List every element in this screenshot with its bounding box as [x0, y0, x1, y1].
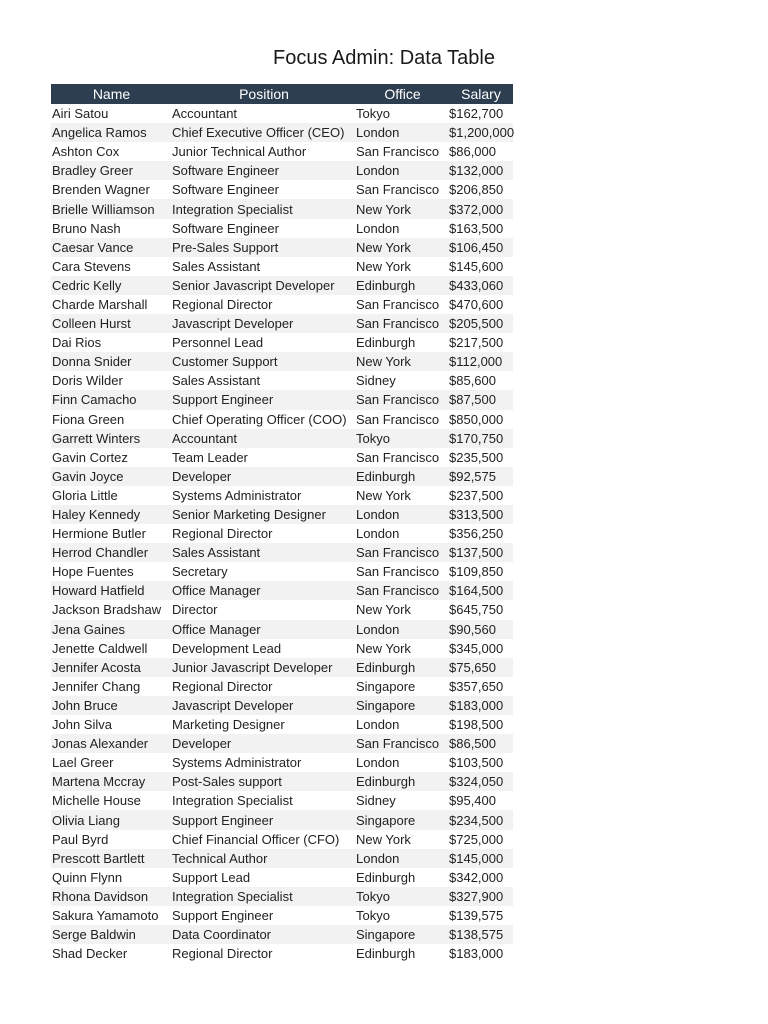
table-row — [51, 524, 513, 543]
table-row — [51, 410, 513, 429]
cell-office: Sidney — [356, 373, 396, 389]
cell-office: San Francisco — [356, 581, 449, 600]
table-row — [51, 199, 513, 218]
cell-office: Edinburgh — [356, 467, 449, 486]
table-row — [51, 620, 513, 639]
table-row — [51, 219, 513, 238]
cell-salary: $87,500 — [449, 390, 513, 409]
cell-name: Angelica Ramos — [51, 123, 172, 142]
cell-name: Cara Stevens — [52, 258, 131, 274]
cell-name: Doris Wilder — [52, 373, 123, 389]
cell-position: Software Engineer — [172, 220, 279, 236]
cell-office: Edinburgh — [356, 946, 416, 962]
cell-office: Edinburgh — [356, 335, 416, 351]
cell-office: Singapore — [356, 810, 449, 829]
table-row — [51, 505, 513, 524]
table-row — [51, 810, 513, 829]
cell-name: Martena Mccray — [51, 772, 172, 791]
cell-salary: $324,050 — [449, 772, 513, 791]
cell-salary: $170,750 — [449, 429, 513, 448]
table-row — [51, 352, 513, 371]
cell-position: Junior Javascript Developer — [172, 658, 356, 677]
table-row — [51, 333, 513, 352]
cell-office: San Francisco — [356, 543, 449, 562]
cell-name: Howard Hatfield — [51, 581, 172, 600]
cell-name: Colleen Hurst — [51, 314, 172, 333]
cell-office: San Francisco — [356, 734, 449, 753]
cell-salary: $86,500 — [449, 734, 513, 753]
column-header-name[interactable]: Name — [51, 84, 172, 104]
cell-office: New York — [356, 640, 411, 656]
cell-position: Regional Director — [172, 526, 273, 542]
cell-salary: $85,600 — [449, 373, 496, 389]
cell-salary: $313,500 — [449, 505, 513, 524]
cell-name: John Silva — [52, 717, 112, 733]
cell-name: Jenette Caldwell — [52, 640, 148, 656]
cell-office: Edinburgh — [356, 772, 449, 791]
cell-name: Rhona Davidson — [51, 887, 172, 906]
cell-office: London — [356, 220, 400, 236]
table-row — [51, 944, 513, 963]
cell-position: Software Engineer — [172, 161, 356, 180]
table-row — [51, 429, 513, 448]
cell-salary: $1,200,000 — [449, 123, 513, 142]
cell-office: San Francisco — [356, 390, 449, 409]
cell-salary: $237,500 — [449, 487, 504, 503]
table-row — [51, 257, 513, 276]
cell-position: Senior Marketing Designer — [172, 505, 356, 524]
table-row — [51, 448, 513, 467]
cell-office: San Francisco — [356, 564, 440, 580]
page-title: Focus Admin: Data Table — [273, 47, 495, 69]
cell-position: Javascript Developer — [172, 696, 356, 715]
table-row — [51, 696, 513, 715]
cell-salary: $92,575 — [449, 467, 513, 486]
cell-name: Lael Greer — [52, 755, 114, 771]
cell-position: Team Leader — [172, 449, 248, 465]
cell-salary: $205,500 — [449, 314, 513, 333]
cell-salary: $357,650 — [449, 678, 504, 694]
cell-name: Sakura Yamamoto — [52, 907, 159, 923]
cell-position: Customer Support — [172, 352, 356, 371]
cell-position: Developer — [172, 467, 356, 486]
cell-salary: $162,700 — [449, 106, 504, 122]
cell-position: Chief Executive Officer (CEO) — [172, 123, 356, 142]
table-header — [51, 84, 513, 104]
cell-name: Jennifer Acosta — [51, 658, 172, 677]
cell-salary: $342,000 — [449, 869, 504, 885]
cell-name: Gloria Little — [52, 487, 118, 503]
cell-office: London — [356, 505, 449, 524]
table-row — [51, 658, 513, 677]
cell-position: Secretary — [172, 564, 228, 580]
cell-office: San Francisco — [356, 296, 440, 312]
table-row — [51, 830, 513, 849]
table-row — [51, 104, 513, 123]
cell-position: Integration Specialist — [172, 199, 356, 218]
cell-office: New York — [356, 258, 411, 274]
cell-position: Integration Specialist — [172, 887, 356, 906]
cell-office: Edinburgh — [356, 869, 416, 885]
table-row — [51, 276, 513, 295]
cell-office: San Francisco — [356, 411, 440, 427]
table-row — [51, 161, 513, 180]
table-row — [51, 791, 513, 810]
cell-salary: $372,000 — [449, 199, 513, 218]
cell-salary: $183,000 — [449, 946, 504, 962]
cell-position: Director — [172, 602, 218, 618]
table-row — [51, 600, 513, 619]
cell-name: Michelle House — [52, 793, 141, 809]
cell-name: Serge Baldwin — [51, 925, 172, 944]
cell-salary: $163,500 — [449, 220, 504, 236]
cell-name: John Bruce — [51, 696, 172, 715]
cell-position: Regional Director — [172, 946, 273, 962]
cell-office: London — [356, 620, 449, 639]
cell-position: Senior Javascript Developer — [172, 276, 356, 295]
cell-position: Accountant — [172, 106, 238, 122]
cell-name: Gavin Joyce — [51, 467, 172, 486]
cell-position: Support Engineer — [172, 390, 356, 409]
column-header-salary[interactable]: Salary — [449, 84, 513, 104]
table-row — [51, 925, 513, 944]
table-row — [51, 295, 513, 314]
cell-name: Brenden Wagner — [52, 182, 150, 198]
cell-position: Integration Specialist — [172, 793, 293, 809]
table-row — [51, 486, 513, 505]
cell-name: Hermione Butler — [52, 526, 146, 542]
cell-position: Developer — [172, 734, 356, 753]
table-body — [51, 104, 513, 963]
cell-office: San Francisco — [356, 449, 440, 465]
cell-office: Singapore — [356, 696, 449, 715]
cell-name: Garrett Winters — [51, 429, 172, 448]
cell-name: Shad Decker — [52, 946, 128, 962]
table-row — [51, 639, 513, 658]
cell-name: Cedric Kelly — [51, 276, 172, 295]
cell-position: Sales Assistant — [172, 543, 356, 562]
cell-name: Jackson Bradshaw — [52, 602, 162, 618]
cell-position: Junior Technical Author — [172, 144, 307, 160]
cell-salary: $145,600 — [449, 258, 504, 274]
table-row — [51, 581, 513, 600]
cell-salary: $145,000 — [449, 849, 513, 868]
cell-salary: $137,500 — [449, 543, 513, 562]
cell-office: San Francisco — [356, 144, 440, 160]
cell-salary: $725,000 — [449, 831, 504, 847]
cell-office: San Francisco — [356, 182, 440, 198]
table-row — [51, 123, 513, 142]
cell-salary: $139,575 — [449, 907, 504, 923]
cell-position: Sales Assistant — [172, 373, 261, 389]
cell-name: Paul Byrd — [52, 831, 109, 847]
table-row — [51, 390, 513, 409]
cell-salary: $109,850 — [449, 564, 504, 580]
data-table — [51, 84, 513, 963]
cell-office: Tokyo — [356, 887, 449, 906]
cell-name: Jena Gaines — [51, 620, 172, 639]
cell-name: Olivia Liang — [51, 810, 172, 829]
cell-position: Systems Administrator — [172, 487, 302, 503]
table-row — [51, 314, 513, 333]
cell-position: Data Coordinator — [172, 925, 356, 944]
cell-position: Marketing Designer — [172, 717, 285, 733]
cell-salary: $132,000 — [449, 161, 513, 180]
cell-office: London — [356, 161, 449, 180]
cell-office: Tokyo — [356, 907, 390, 923]
cell-office: San Francisco — [356, 314, 449, 333]
data-table-container — [51, 84, 513, 963]
cell-office: Edinburgh — [356, 276, 449, 295]
table-row — [51, 849, 513, 868]
cell-salary: $183,000 — [449, 696, 513, 715]
cell-position: Accountant — [172, 429, 356, 448]
cell-office: Singapore — [356, 678, 416, 694]
cell-name: Caesar Vance — [51, 238, 172, 257]
cell-salary: $850,000 — [449, 411, 504, 427]
cell-office: Singapore — [356, 925, 449, 944]
cell-salary: $206,850 — [449, 182, 504, 198]
table-row — [51, 887, 513, 906]
cell-name: Dai Rios — [52, 335, 102, 351]
cell-name: Herrod Chandler — [51, 543, 172, 562]
cell-salary: $356,250 — [449, 526, 504, 542]
cell-office: New York — [356, 831, 411, 847]
cell-salary: $164,500 — [449, 581, 513, 600]
cell-office: New York — [356, 602, 411, 618]
cell-office: New York — [356, 487, 411, 503]
cell-office: New York — [356, 352, 449, 371]
cell-salary: $234,500 — [449, 810, 513, 829]
cell-salary: $103,500 — [449, 755, 504, 771]
column-header-position[interactable]: Position — [172, 84, 356, 104]
cell-office: London — [356, 526, 400, 542]
cell-salary: $95,400 — [449, 793, 496, 809]
cell-name: Jonas Alexander — [51, 734, 172, 753]
cell-office: Tokyo — [356, 429, 449, 448]
cell-name: Ashton Cox — [52, 144, 120, 160]
cell-office: Edinburgh — [356, 658, 449, 677]
cell-office: London — [356, 849, 449, 868]
cell-name: Bradley Greer — [51, 161, 172, 180]
cell-position: Javascript Developer — [172, 314, 356, 333]
table-row — [51, 753, 513, 772]
cell-office: London — [356, 717, 400, 733]
cell-position: Technical Author — [172, 849, 356, 868]
header-row — [51, 84, 513, 104]
cell-salary: $106,450 — [449, 238, 513, 257]
column-header-office[interactable]: Office — [356, 84, 449, 104]
cell-salary: $345,000 — [449, 640, 504, 656]
table-row — [51, 734, 513, 753]
cell-position: Systems Administrator — [172, 755, 302, 771]
cell-name: Bruno Nash — [52, 220, 121, 236]
cell-name: Haley Kennedy — [51, 505, 172, 524]
cell-position: Support Lead — [172, 869, 251, 885]
cell-salary: $327,900 — [449, 887, 513, 906]
cell-name: Finn Camacho — [51, 390, 172, 409]
cell-position: Regional Director — [172, 678, 273, 694]
cell-salary: $433,060 — [449, 276, 513, 295]
table-row — [51, 715, 513, 734]
table-row — [51, 562, 513, 581]
cell-salary: $138,575 — [449, 925, 513, 944]
cell-office: New York — [356, 238, 449, 257]
table-row — [51, 906, 513, 925]
cell-salary: $112,000 — [449, 352, 513, 371]
table-row — [51, 180, 513, 199]
table-row — [51, 238, 513, 257]
cell-name: Brielle Williamson — [51, 199, 172, 218]
cell-salary: $75,650 — [449, 658, 513, 677]
cell-position: Chief Operating Officer (COO) — [172, 411, 347, 427]
cell-office: New York — [356, 199, 449, 218]
cell-position: Post-Sales support — [172, 772, 356, 791]
cell-position: Support Engineer — [172, 810, 356, 829]
cell-name: Hope Fuentes — [52, 564, 134, 580]
cell-salary: $217,500 — [449, 335, 504, 351]
table-row — [51, 467, 513, 486]
cell-office: London — [356, 123, 449, 142]
cell-name: Prescott Bartlett — [51, 849, 172, 868]
cell-salary: $470,600 — [449, 296, 504, 312]
cell-office: Sidney — [356, 793, 396, 809]
cell-name: Fiona Green — [52, 411, 125, 427]
table-row — [51, 543, 513, 562]
cell-name: Charde Marshall — [52, 296, 148, 312]
cell-position: Chief Financial Officer (CFO) — [172, 831, 340, 847]
cell-position: Regional Director — [172, 296, 273, 312]
cell-name: Donna Snider — [51, 352, 172, 371]
cell-name: Gavin Cortez — [52, 449, 128, 465]
cell-position: Office Manager — [172, 581, 356, 600]
table-row — [51, 868, 513, 887]
cell-office: London — [356, 755, 400, 771]
table-row — [51, 677, 513, 696]
cell-position: Personnel Lead — [172, 335, 264, 351]
cell-position: Pre-Sales Support — [172, 238, 356, 257]
cell-salary: $90,560 — [449, 620, 513, 639]
cell-name: Jennifer Chang — [52, 678, 141, 694]
cell-salary: $198,500 — [449, 717, 504, 733]
cell-name: Airi Satou — [52, 106, 109, 122]
cell-position: Sales Assistant — [172, 258, 261, 274]
cell-position: Office Manager — [172, 620, 356, 639]
table-row — [51, 772, 513, 791]
cell-salary: $235,500 — [449, 449, 504, 465]
cell-salary: $645,750 — [449, 602, 504, 618]
table-row — [51, 371, 513, 390]
cell-position: Development Lead — [172, 640, 282, 656]
cell-office: Tokyo — [356, 106, 390, 122]
cell-name: Quinn Flynn — [52, 869, 123, 885]
cell-position: Software Engineer — [172, 182, 279, 198]
cell-position: Support Engineer — [172, 907, 274, 923]
cell-salary: $86,000 — [449, 144, 496, 160]
table-row — [51, 142, 513, 161]
